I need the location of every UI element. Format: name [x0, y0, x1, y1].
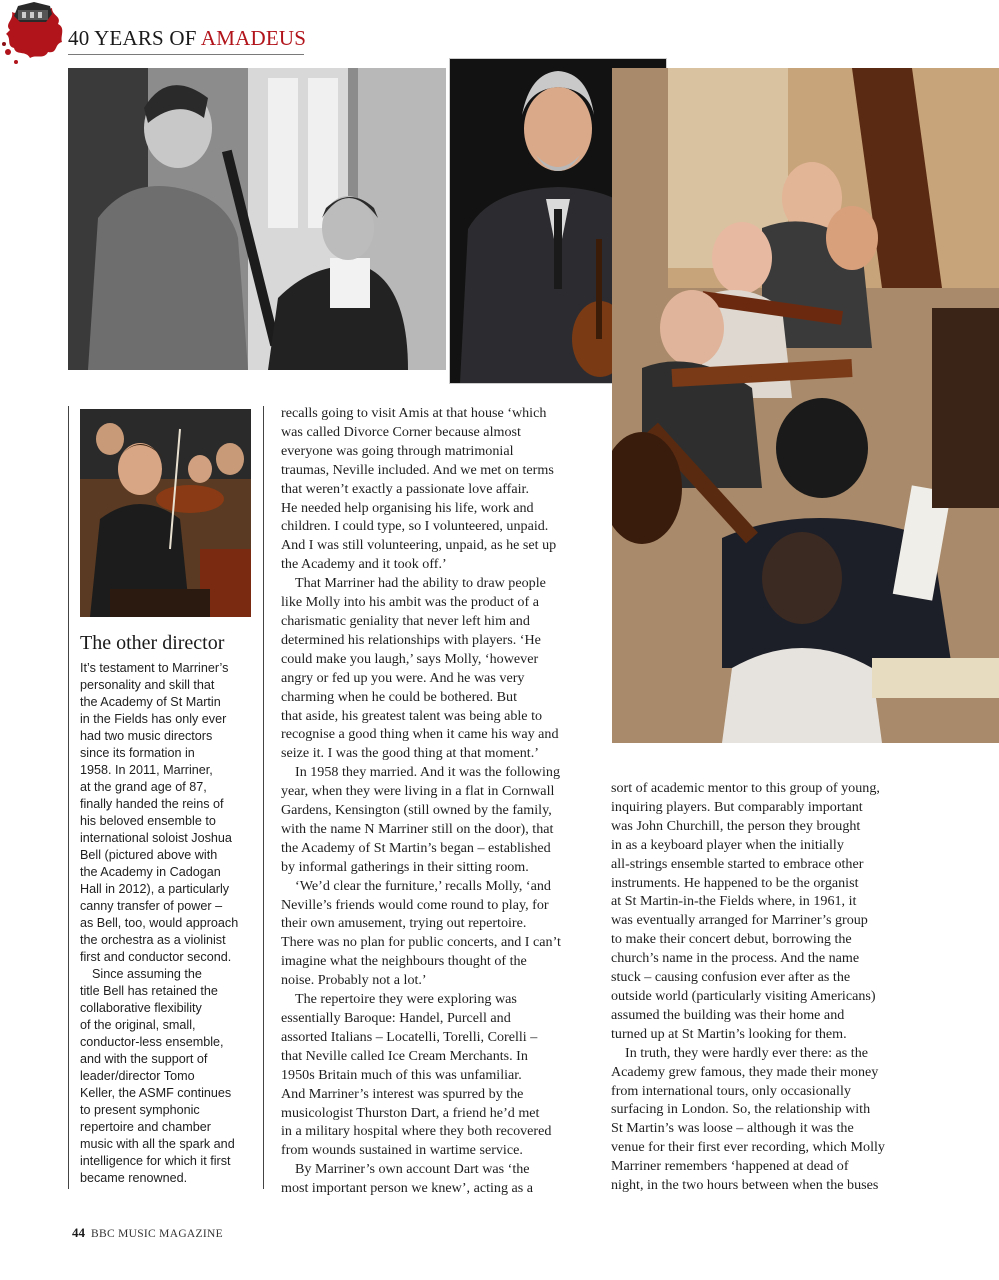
- section-title: [68, 26, 306, 51]
- body-line: instruments. He happened to be the organist: [611, 874, 859, 891]
- sidebar-line: to present symphonic: [80, 1103, 200, 1117]
- body-line: St Martin’s was loose – although it was the: [611, 1120, 854, 1137]
- body-line: determined his relationships with players. ‘He: [281, 631, 541, 648]
- body-line: charming when he could be bothered. But: [281, 688, 518, 705]
- sidebar-line: canny transfer of power –: [80, 899, 223, 913]
- sidebar-line: intelligence for which it first: [80, 1154, 231, 1168]
- body-line: By Marriner’s own account Dart was ‘the: [295, 1161, 530, 1178]
- sidebar-line: his beloved ensemble to: [80, 814, 216, 828]
- photo-clarinettist: [68, 68, 446, 370]
- body-line: charismatic geniality that never left him and: [281, 612, 530, 629]
- body-line: outside world (particularly visiting Americans): [611, 987, 876, 1004]
- body-line: recalls going to visit Amis at that house ‘which: [281, 405, 547, 421]
- body-line: seize it. I was the good thing at that moment.’: [281, 745, 539, 762]
- body-line: that Neville called Ice Cream Merchants. In: [281, 1047, 528, 1064]
- body-line: noise. Probably not a lot.’: [281, 972, 427, 989]
- body-line: angry or fed up you were. And he was very: [281, 669, 525, 686]
- body-line: like Molly into his ambit was the product of a: [281, 594, 539, 611]
- body-line: night, in the two hours between when the buses: [611, 1177, 879, 1194]
- sidebar-heading: The other director: [80, 632, 225, 654]
- body-line: year, when they were living in a flat in Cornwall: [281, 783, 555, 800]
- body-line: was John Churchill, the person they brought: [611, 817, 861, 834]
- page-number: 44: [72, 1225, 85, 1240]
- splat-logo-icon: [0, 0, 70, 70]
- body-line: inquiring players. But comparably important: [611, 798, 863, 815]
- sidebar-line: in the Fields has only ever: [80, 712, 227, 726]
- body-line: from wounds sustained in wartime service.: [281, 1142, 523, 1159]
- sidebar-line: Keller, the ASMF continues: [80, 1086, 232, 1100]
- body-line: from international tours, only occasionally: [611, 1082, 851, 1099]
- sidebar-line: conductor-less ensemble,: [80, 1035, 224, 1049]
- body-line: turned up at St Martin’s looking for them.: [611, 1025, 847, 1042]
- body-line: assorted Italians – Locatelli, Torelli, Corelli –: [281, 1028, 538, 1045]
- sidebar-line: the orchestra as a violinist: [80, 933, 226, 947]
- body-line: essentially Baroque: Handel, Purcell and: [281, 1010, 511, 1026]
- section-header: [0, 0, 340, 70]
- body-line: sort of academic mentor to this group of young,: [611, 780, 880, 796]
- sidebar-line: first and conductor second.: [80, 950, 232, 964]
- page-footer: [72, 1224, 223, 1242]
- sidebar-line: at the grand age of 87,: [80, 780, 207, 794]
- sidebar-line: It’s testament to Marriner’s: [80, 661, 229, 675]
- body-line: In truth, they were hardly ever there: as the: [625, 1044, 869, 1061]
- body-line: musicologist Thurston Dart, a friend he’d met: [281, 1104, 540, 1121]
- body-line: Gardens, Kensington (still owned by the family,: [281, 802, 552, 819]
- body-line: the Academy of St Martin’s began – established: [281, 839, 551, 856]
- body-line: by informal gatherings in their sitting room.: [281, 858, 529, 875]
- body-line: traumas, Neville included. And we met on terms: [281, 461, 554, 478]
- sidebar-line: 1958. In 2011, Marriner,: [80, 763, 213, 777]
- body-line: The repertoire they were exploring was: [295, 991, 517, 1008]
- body-line: the Academy and it took off.’: [281, 556, 447, 573]
- body-line: And Marriner’s interest was spurred by the: [281, 1085, 524, 1102]
- publication-name: BBC MUSIC MAGAZINE: [91, 1228, 223, 1240]
- body-line: recognise a good thing when it came his way and: [281, 726, 559, 743]
- body-line: Neville’s friends would come round to play, for: [281, 896, 549, 913]
- body-line: In 1958 they married. And it was the following: [295, 764, 560, 781]
- body-line: that aside, his greatest talent was being able to: [281, 707, 543, 724]
- sidebar-line: title Bell has retained the: [80, 984, 218, 998]
- body-line: their own amusement, trying out repertoire.: [281, 915, 527, 932]
- sidebar-line: collaborative flexibility: [80, 1001, 202, 1015]
- body-line: 1950s Britain much of this was unfamiliar.: [281, 1066, 522, 1083]
- section-title-highlight: AMADEUS: [200, 26, 307, 50]
- body-line: in a military hospital where they both recovered: [281, 1123, 552, 1140]
- body-line: Marriner remembers ‘happened at dead of: [611, 1158, 849, 1175]
- article-column-middle: [281, 404, 593, 1198]
- sidebar-body: [80, 660, 258, 1187]
- body-line: He needed help organising his life, work and: [281, 499, 534, 516]
- sidebar-line: the Academy of St Martin: [80, 695, 221, 709]
- body-line: assumed the building was their home and: [611, 1006, 845, 1023]
- body-line: could make you laugh,’ says Molly, ‘however: [281, 650, 539, 667]
- sidebar-line: finally handed the reins of: [80, 797, 224, 811]
- sidebar-line: became renowned.: [80, 1171, 188, 1185]
- sidebar-line: Hall in 2012), a particularly: [80, 882, 230, 896]
- body-line: children. I could type, so I volunteered, unpaid.: [281, 518, 549, 535]
- photo-orchestra-rehearsal: [612, 68, 999, 743]
- sidebar-line: since its formation in: [80, 746, 195, 760]
- body-line: stuck – causing confusion ever after as the: [611, 969, 851, 986]
- sidebar-line: and with the support of: [80, 1052, 208, 1066]
- body-line: That Marriner had the ability to draw people: [295, 575, 546, 592]
- sidebar-line: leader/director Tomo: [80, 1069, 195, 1083]
- body-line: everyone was going through matrimonial: [281, 442, 514, 459]
- sidebar-line: of the original, small,: [80, 1018, 196, 1032]
- body-line: at St Martin-in-the Fields where, in 1961, it: [611, 893, 857, 910]
- sidebar-line: music with all the spark and: [80, 1137, 235, 1151]
- body-line: And I was still volunteering, unpaid, as he set up: [281, 537, 557, 554]
- body-line: that weren’t exactly a passionate love affair.: [281, 480, 529, 497]
- sidebar-line: Bell (pictured above with: [80, 848, 218, 862]
- header-divider: [68, 54, 304, 55]
- sidebar-line: international soloist Joshua: [80, 831, 232, 845]
- article-column-right: [611, 779, 911, 1195]
- body-line: to make their concert debut, borrowing the: [611, 931, 852, 948]
- body-line: venue for their first ever recording, which Molly: [611, 1139, 885, 1156]
- sidebar-line: had two music directors: [80, 729, 213, 743]
- body-line: was eventually arranged for Marriner’s group: [611, 912, 868, 929]
- body-line: most important person we knew’, acting as a: [281, 1180, 534, 1197]
- section-title-prefix: 40 YEARS OF: [68, 26, 201, 50]
- body-line: surfacing in London. So, the relationship with: [611, 1101, 871, 1118]
- body-line: all-strings ensemble started to embrace other: [611, 855, 864, 872]
- sidebar-line: the Academy in Cadogan: [80, 865, 221, 879]
- body-line: Academy grew famous, they made their money: [611, 1063, 879, 1080]
- sidebar-line: repertoire and chamber: [80, 1120, 211, 1134]
- body-line: There was no plan for public concerts, and I can’t: [281, 934, 561, 951]
- body-line: church’s name in the process. And the name: [611, 950, 860, 967]
- body-line: imagine what the neighbours thought of the: [281, 953, 527, 970]
- body-line: in as a keyboard player when the initially: [611, 836, 844, 853]
- body-line: ‘We’d clear the furniture,’ recalls Molly, ‘and: [295, 877, 551, 894]
- sidebar-line: personality and skill that: [80, 678, 215, 692]
- sidebar-line: as Bell, too, would approach: [80, 916, 239, 930]
- body-line: was called Divorce Corner because almost: [281, 423, 521, 440]
- body-line: with the name N Marriner still on the door), that: [281, 820, 554, 837]
- sidebar-line: Since assuming the: [92, 967, 202, 981]
